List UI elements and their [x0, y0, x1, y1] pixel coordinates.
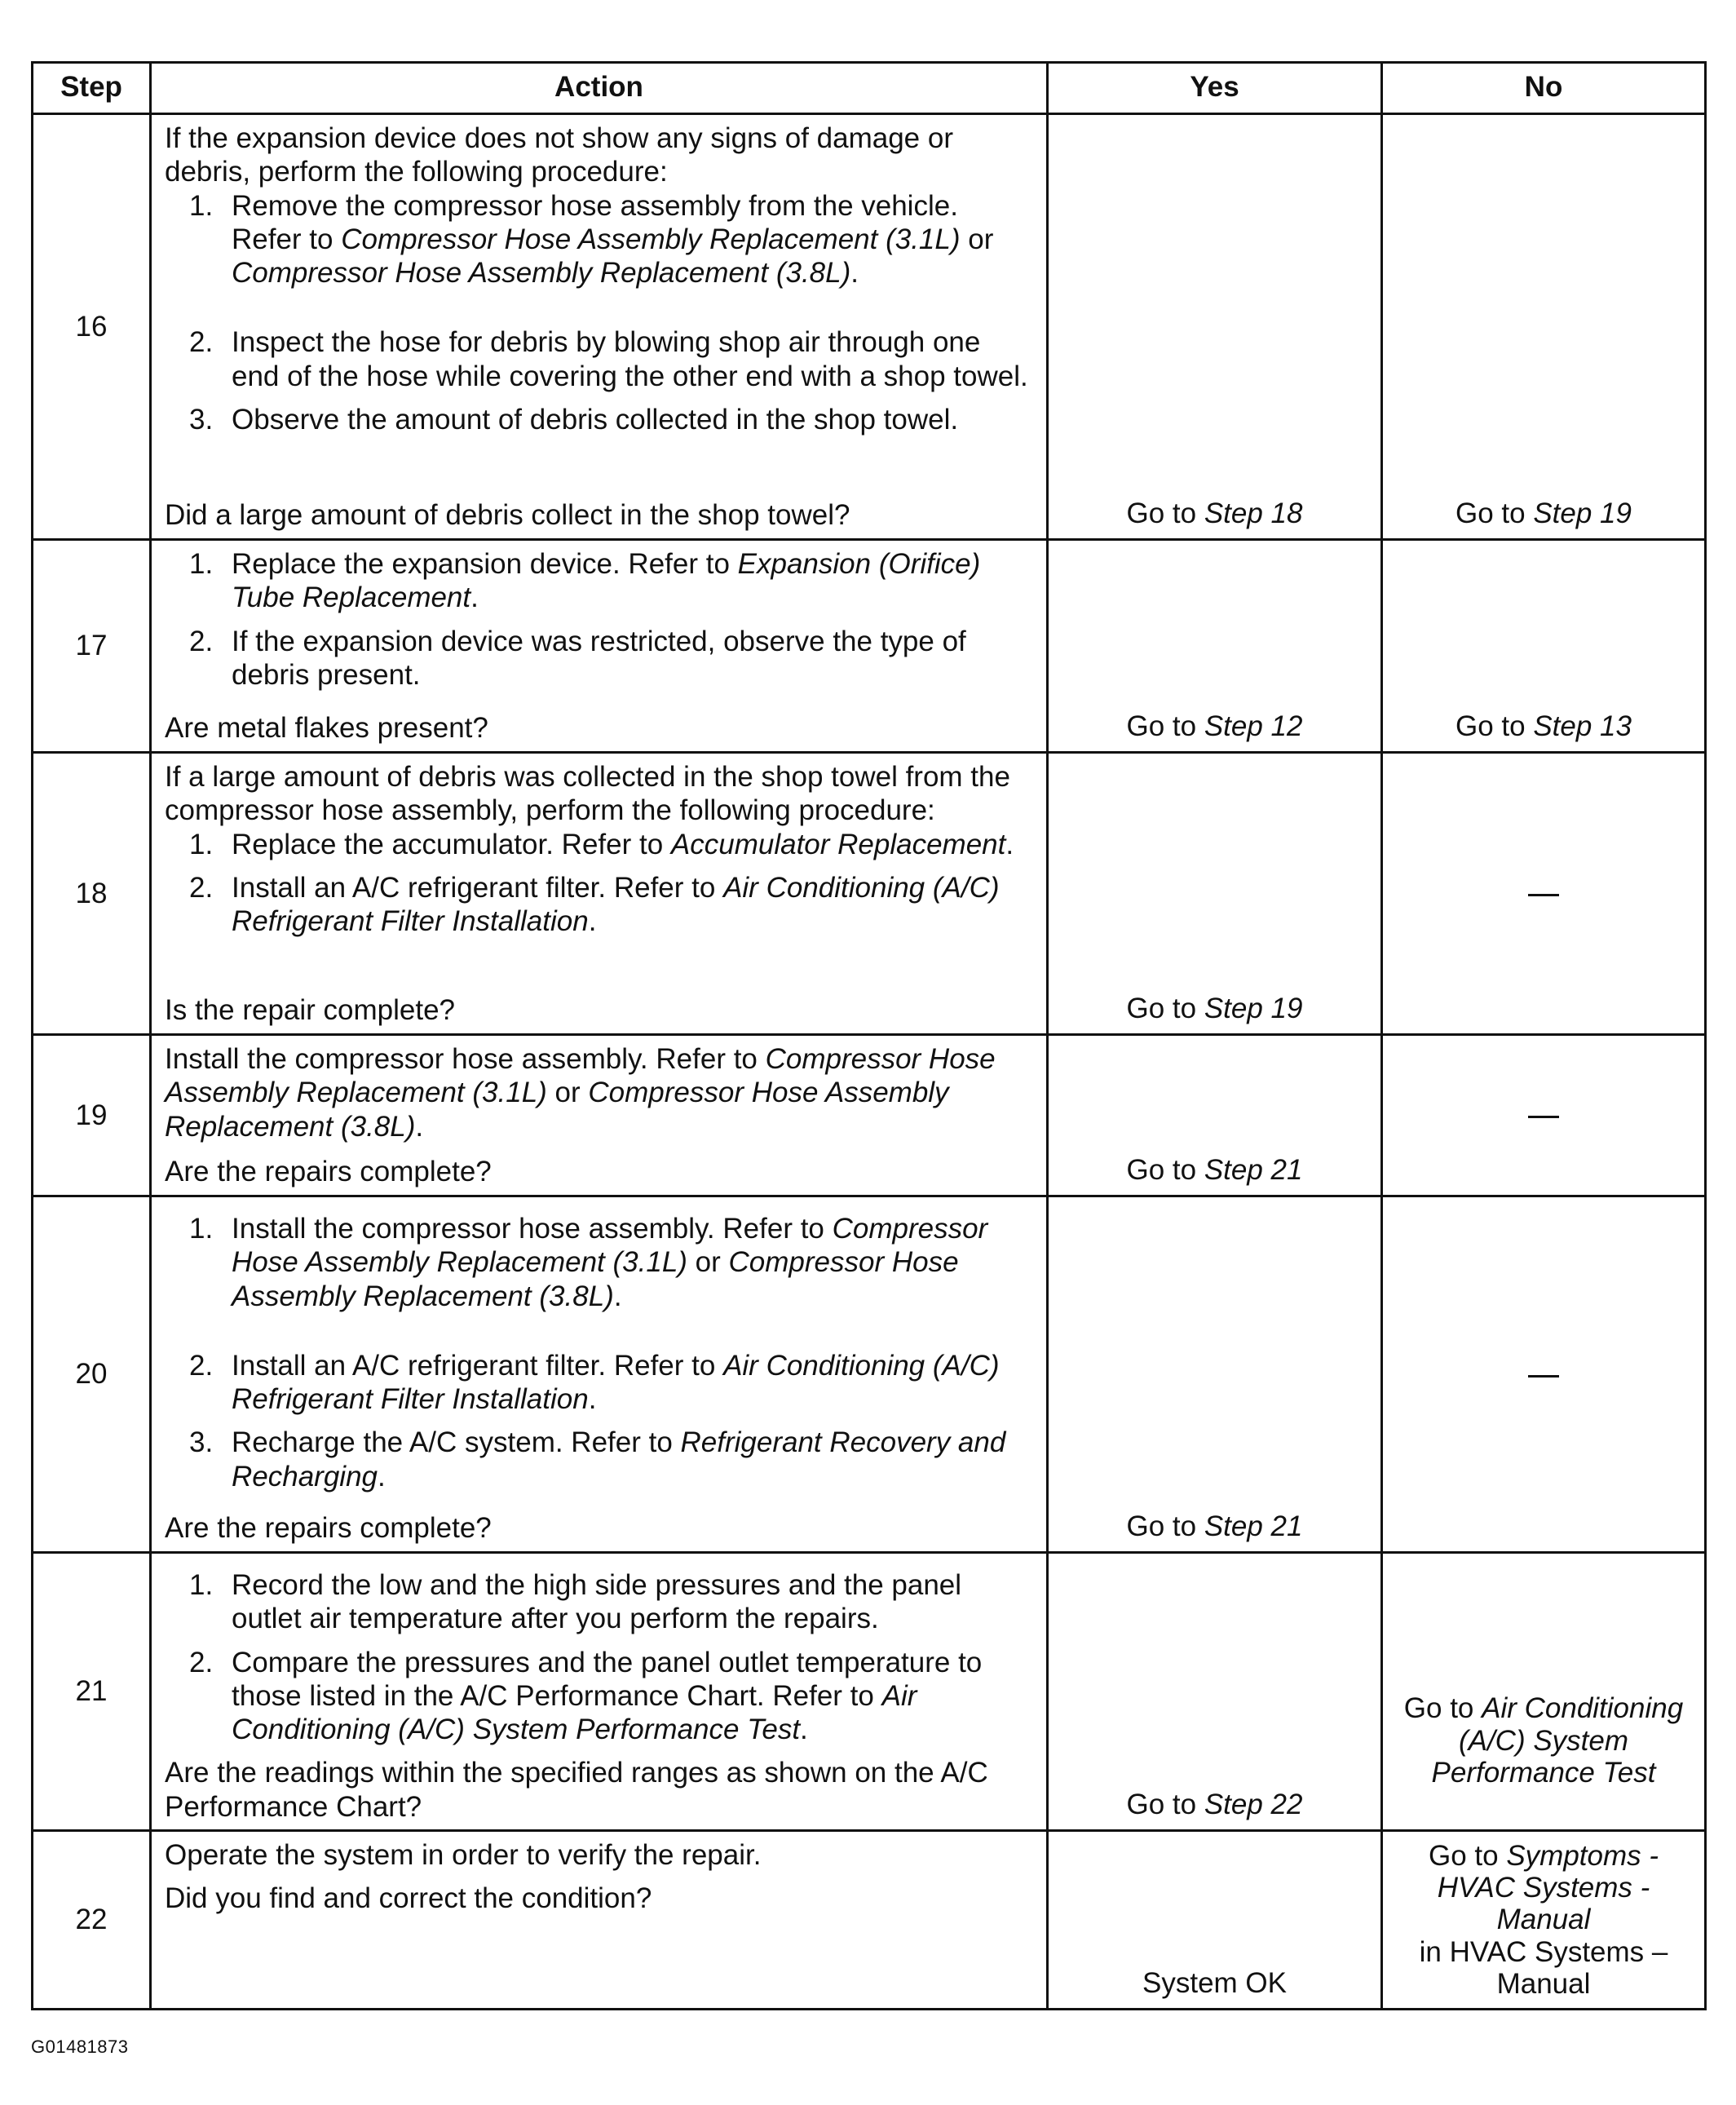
procedure-item: [165, 403, 1033, 436]
no-step-link[interactable]: Step 19: [1533, 497, 1632, 529]
yes-prefix: Go to: [1126, 1510, 1204, 1542]
diagnostic-table-sheet: [31, 61, 1704, 2010]
no-reference-link[interactable]: Air Conditioning (A/C) System Performance Test: [1431, 1692, 1684, 1789]
item-number: 1.: [189, 1569, 214, 1601]
action-paragraph: Operate the system in order to verify the repair.: [165, 1839, 762, 1871]
item-number: 2.: [189, 871, 214, 904]
table-row-step-16: [33, 114, 1706, 540]
procedure-list: [165, 1568, 1033, 1746]
procedure-item: [165, 1426, 1033, 1493]
yes-cell: [1048, 753, 1382, 1035]
action-cell: [151, 753, 1048, 1035]
action-cell: [151, 1196, 1048, 1553]
no-prefix: Go to: [1428, 1840, 1507, 1872]
step-number: 20: [33, 1196, 151, 1553]
no-cell: [1382, 1035, 1706, 1196]
item-text: If the expansion device was restricted, observe the type of debris present.: [232, 625, 966, 691]
action-cell: [151, 1831, 1048, 2010]
item-number: 1.: [189, 828, 214, 860]
dash-mark: [1528, 1375, 1559, 1378]
item-number: 2.: [189, 1646, 214, 1678]
procedure-list: [165, 828, 1033, 939]
item-number: 1.: [189, 548, 214, 580]
item-text: .: [470, 582, 479, 614]
action-cell: [151, 1035, 1048, 1196]
action-question: Are the readings within the specified ranges as shown on the A/C Performance Chart?: [165, 1757, 988, 1823]
item-text: .: [378, 1460, 386, 1493]
action-body: [165, 1042, 1033, 1143]
table-row-step-21: [33, 1553, 1706, 1831]
item-text: .: [415, 1110, 424, 1143]
yes-prefix: Go to: [1126, 1788, 1204, 1820]
yes-cell: [1048, 114, 1382, 540]
no-prefix: Go to: [1403, 1692, 1482, 1725]
no-prefix: Go to: [1456, 497, 1534, 529]
no-reference-link[interactable]: Symptoms - HVAC Systems - Manual: [1437, 1840, 1659, 1936]
action-content: [165, 1042, 1033, 1188]
item-text: Install the compressor hose assembly. Refer to: [165, 1043, 766, 1075]
item-number: 1.: [189, 1213, 214, 1245]
yes-cell: [1048, 1035, 1382, 1196]
step-number: 17: [33, 540, 151, 753]
reference-link[interactable]: Compressor Hose Assembly Replacement (3.8L): [165, 1077, 949, 1143]
action-content: [165, 1204, 1033, 1545]
procedure-item: [165, 1568, 1033, 1636]
reference-link[interactable]: Accumulator Replacement: [670, 828, 1006, 860]
item-text: Inspect the hose for debris by blowing shop air through one end of the hose while covering the other end with a shop towel.: [232, 326, 1028, 392]
action-body: [165, 1560, 1033, 1756]
reference-link[interactable]: Compressor Hose Assembly Replacement (3.1L): [232, 1213, 988, 1279]
procedure-list: [165, 189, 1033, 437]
procedure-list: [165, 1212, 1033, 1493]
dash-mark: [1528, 894, 1559, 896]
yes-step-link[interactable]: Step 21: [1204, 1153, 1303, 1186]
step-number: 19: [33, 1035, 151, 1196]
table-row-step-18: [33, 753, 1706, 1035]
item-text: or: [687, 1246, 729, 1279]
step-number: 16: [33, 114, 151, 540]
procedure-item: [165, 871, 1033, 939]
action-cell: [151, 114, 1048, 540]
action-content: [165, 547, 1033, 745]
dash-mark: [1528, 1116, 1559, 1118]
yes-prefix: Go to: [1126, 992, 1204, 1024]
action-intro: If the expansion device does not show any signs of damage or debris, perform the following procedure:: [165, 122, 953, 188]
item-text: Install the compressor hose assembly. Refer to: [232, 1213, 833, 1245]
step-number: 21: [33, 1553, 151, 1831]
item-text: .: [800, 1714, 808, 1746]
item-text: Compare the pressures and the panel outlet temperature to those listed in the A/C Performance Chart. Refer to: [232, 1646, 983, 1712]
yes-step-link[interactable]: Step 12: [1204, 710, 1303, 742]
yes-prefix: Go to: [1126, 1153, 1204, 1186]
action-content: [165, 122, 1033, 532]
no-suffix: in HVAC Systems – Manual: [1419, 1935, 1668, 2000]
action-intro: If a large amount of debris was collected in the shop towel from the compressor hose assembly, perform the following procedure:: [165, 761, 1010, 827]
item-text: Install an A/C refrigerant filter. Refer to: [232, 1349, 724, 1382]
action-content: [165, 1560, 1033, 1823]
item-text: .: [613, 1280, 622, 1312]
action-question: Are the repairs complete?: [165, 1155, 492, 1187]
action-question: Did a large amount of debris collect in the shop towel?: [165, 498, 850, 531]
reference-link[interactable]: Refrigerant Recovery and Recharging: [232, 1426, 1006, 1493]
action-question: Did you find and correct the condition?: [165, 1882, 652, 1915]
table-row-step-19: [33, 1035, 1706, 1196]
no-cell: [1382, 540, 1706, 753]
header-yes: Yes: [1048, 63, 1382, 114]
header-action: Action: [151, 63, 1048, 114]
procedure-item: [165, 547, 1033, 615]
no-cell: [1382, 114, 1706, 540]
item-text: Install an A/C refrigerant filter. Refer to: [232, 871, 724, 904]
no-prefix: Go to: [1456, 710, 1534, 742]
yes-step-link[interactable]: Step 22: [1204, 1788, 1303, 1820]
table-row-step-17: [33, 540, 1706, 753]
table-row-step-20: [33, 1196, 1706, 1553]
action-body: [165, 760, 1033, 948]
yes-cell: System OK: [1048, 1831, 1382, 2010]
item-number: 3.: [189, 1426, 214, 1459]
yes-prefix: Go to: [1126, 710, 1204, 742]
item-text: Recharge the A/C system. Refer to: [232, 1426, 681, 1459]
item-number: 1.: [189, 189, 214, 222]
action-body: [165, 122, 1033, 446]
yes-step-link[interactable]: Step 21: [1204, 1510, 1303, 1542]
header-step: Step: [33, 63, 151, 114]
no-cell: [1382, 1831, 1706, 2010]
item-number: 3.: [189, 404, 214, 436]
procedure-item: [165, 625, 1033, 692]
action-content: [165, 760, 1033, 1027]
action-cell: [151, 540, 1048, 753]
header-no: No: [1382, 63, 1706, 114]
action-content: [165, 1838, 1033, 1999]
yes-prefix: Go to: [1126, 497, 1204, 529]
item-text: Replace the expansion device. Refer to: [232, 548, 738, 580]
item-text: or: [960, 223, 994, 255]
item-text: .: [850, 257, 859, 290]
action-paragraph: [165, 1042, 1033, 1143]
yes-cell: [1048, 1196, 1382, 1553]
procedure-item: [165, 325, 1033, 393]
yes-cell: [1048, 540, 1382, 753]
procedure-item: [165, 828, 1033, 861]
reference-link[interactable]: Expansion (Orifice) Tube Replacement: [232, 548, 981, 614]
step-number: 18: [33, 753, 151, 1035]
item-text: Replace the accumulator. Refer to: [232, 828, 671, 860]
item-number: 2.: [189, 625, 214, 657]
no-cell: [1382, 753, 1706, 1035]
no-cell: [1382, 1553, 1706, 1831]
reference-link[interactable]: Air Conditioning (A/C) Refrigerant Filter Installation: [232, 1349, 1000, 1416]
table-header-row: [33, 63, 1706, 114]
item-text: .: [588, 905, 597, 938]
procedure-item: [165, 1349, 1033, 1417]
reference-link[interactable]: Compressor Hose Assembly Replacement (3.8L): [232, 1246, 959, 1312]
item-number: 2.: [189, 1349, 214, 1382]
yes-cell: [1048, 1553, 1382, 1831]
action-body: [165, 1204, 1033, 1503]
table-row-step-22: [33, 1831, 1706, 2010]
item-text: Observe the amount of debris collected in the shop towel.: [232, 404, 959, 436]
item-text: .: [588, 1383, 597, 1416]
reference-link[interactable]: Compressor Hose Assembly Replacement (3.1L): [165, 1043, 996, 1109]
action-question: Are metal flakes present?: [165, 711, 488, 744]
action-question: Is the repair complete?: [165, 993, 456, 1026]
action-body: [165, 547, 1033, 701]
reference-link[interactable]: Air Conditioning (A/C) Refrigerant Filter Installation: [232, 871, 1000, 938]
figure-id: G01481873: [31, 2036, 129, 2057]
reference-link[interactable]: Compressor Hose Assembly Replacement (3.8L): [232, 257, 851, 290]
yes-step-link[interactable]: Step 18: [1204, 497, 1303, 529]
action-cell: [151, 1553, 1048, 1831]
diagnostic-table: [31, 61, 1707, 2010]
procedure-item: [165, 1212, 1033, 1313]
no-cell: [1382, 1196, 1706, 1553]
item-text: Remove the compressor hose assembly from the vehicle. Refer to: [232, 189, 958, 255]
item-number: 2.: [189, 326, 214, 359]
item-text: or: [546, 1077, 589, 1109]
reference-link[interactable]: Air Conditioning (A/C) System Performance Test: [232, 1679, 917, 1746]
procedure-item: [165, 189, 1033, 290]
yes-step-link[interactable]: Step 19: [1204, 992, 1303, 1024]
step-number: 22: [33, 1831, 151, 2010]
procedure-item: [165, 1646, 1033, 1747]
action-question: Are the repairs complete?: [165, 1511, 492, 1544]
reference-link[interactable]: Compressor Hose Assembly Replacement (3.1L): [341, 223, 961, 255]
item-text: .: [1005, 828, 1014, 860]
no-step-link[interactable]: Step 13: [1533, 710, 1632, 742]
item-text: Record the low and the high side pressures and the panel outlet air temperature after you perform the repairs.: [232, 1569, 962, 1635]
procedure-list: [165, 547, 1033, 692]
